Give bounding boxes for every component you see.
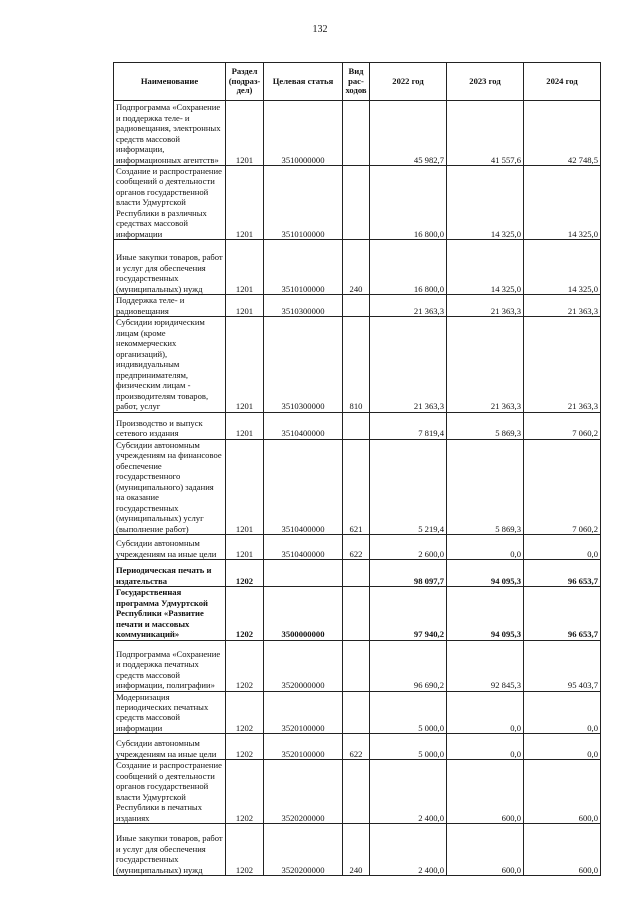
cell-section: 1202 — [226, 691, 264, 734]
cell-y2024: 42 748,5 — [524, 101, 601, 166]
cell-y2023: 0,0 — [447, 691, 524, 734]
cell-type — [343, 760, 370, 824]
cell-y2023: 14 325,0 — [447, 240, 524, 295]
table-row — [114, 101, 601, 166]
cell-section: 1201 — [226, 240, 264, 295]
cell-y2023: 0,0 — [447, 535, 524, 560]
cell-target: 3520200000 — [264, 824, 343, 876]
cell-name: Подпрограмма «Сохранение и поддержка печатных средств массовой информации, полиграфии» — [114, 640, 226, 691]
cell-type: 810 — [343, 317, 370, 412]
header-row — [114, 63, 601, 101]
cell-y2024: 96 653,7 — [524, 560, 601, 587]
cell-y2023: 94 095,3 — [447, 587, 524, 640]
cell-y2022: 21 363,3 — [370, 295, 447, 317]
cell-target: 3510000000 — [264, 101, 343, 166]
cell-type — [343, 640, 370, 691]
cell-target: 3500000000 — [264, 587, 343, 640]
cell-type: 622 — [343, 535, 370, 560]
cell-y2023: 600,0 — [447, 760, 524, 824]
cell-y2024: 0,0 — [524, 535, 601, 560]
cell-y2023: 21 363,3 — [447, 317, 524, 412]
cell-type — [343, 560, 370, 587]
cell-y2022: 2 400,0 — [370, 824, 447, 876]
cell-type — [343, 295, 370, 317]
cell-name: Субсидии юридическим лицам (кроме некоммерческих организаций), индивидуальным предпринимателям, физическим лицам - производителям товаров, работ, услуг — [114, 317, 226, 412]
cell-y2023: 41 557,6 — [447, 101, 524, 166]
cell-type: 622 — [343, 734, 370, 760]
cell-y2022: 96 690,2 — [370, 640, 447, 691]
cell-type — [343, 691, 370, 734]
cell-target — [264, 560, 343, 587]
cell-section: 1202 — [226, 640, 264, 691]
cell-name: Государственная программа Удмуртской Республики «Развитие печати и массовых коммуникаций» — [114, 587, 226, 640]
cell-y2022: 5 000,0 — [370, 691, 447, 734]
table-row — [114, 317, 601, 412]
cell-y2023: 5 869,3 — [447, 412, 524, 439]
header-type: Вид рас-ходов — [343, 63, 370, 101]
cell-y2024: 600,0 — [524, 824, 601, 876]
cell-section: 1201 — [226, 535, 264, 560]
table-row — [114, 640, 601, 691]
cell-name: Субсидии автономным учреждениям на иные цели — [114, 734, 226, 760]
table-row — [114, 295, 601, 317]
cell-y2024: 21 363,3 — [524, 295, 601, 317]
cell-y2024: 14 325,0 — [524, 240, 601, 295]
cell-target: 3510300000 — [264, 317, 343, 412]
cell-name: Периодическая печать и издательства — [114, 560, 226, 587]
cell-y2022: 21 363,3 — [370, 317, 447, 412]
table-row — [114, 734, 601, 760]
cell-section: 1202 — [226, 560, 264, 587]
cell-y2024: 95 403,7 — [524, 640, 601, 691]
cell-section: 1201 — [226, 317, 264, 412]
cell-type: 240 — [343, 240, 370, 295]
cell-y2024: 14 325,0 — [524, 166, 601, 240]
table-row — [114, 240, 601, 295]
cell-y2022: 5 219,4 — [370, 439, 447, 534]
cell-section: 1202 — [226, 824, 264, 876]
cell-target: 3510300000 — [264, 295, 343, 317]
cell-y2022: 98 097,7 — [370, 560, 447, 587]
cell-target: 3510100000 — [264, 166, 343, 240]
cell-target: 3510400000 — [264, 535, 343, 560]
cell-target: 3510400000 — [264, 439, 343, 534]
header-2022: 2022 год — [370, 63, 447, 101]
cell-y2022: 5 000,0 — [370, 734, 447, 760]
cell-y2022: 97 940,2 — [370, 587, 447, 640]
table-row — [114, 166, 601, 240]
header-2024: 2024 год — [524, 63, 601, 101]
table-row — [114, 412, 601, 439]
cell-target: 3520200000 — [264, 760, 343, 824]
cell-name: Модернизация периодических печатных средств массовой информации — [114, 691, 226, 734]
cell-name: Иные закупки товаров, работ и услуг для обеспечения государственных (муниципальных) нужд — [114, 240, 226, 295]
cell-name: Субсидии автономным учреждениям на финансовое обеспечение государственного (муниципального) задания на оказание государственных (муниципальных) услуг (выполнение работ) — [114, 439, 226, 534]
cell-y2024: 96 653,7 — [524, 587, 601, 640]
table-row — [114, 439, 601, 534]
cell-y2023: 92 845,3 — [447, 640, 524, 691]
cell-type: 621 — [343, 439, 370, 534]
cell-y2022: 16 800,0 — [370, 166, 447, 240]
cell-y2022: 2 400,0 — [370, 760, 447, 824]
cell-y2022: 45 982,7 — [370, 101, 447, 166]
cell-y2024: 7 060,2 — [524, 412, 601, 439]
cell-type — [343, 101, 370, 166]
cell-y2022: 7 819,4 — [370, 412, 447, 439]
cell-name: Создание и распространение сообщений о деятельности органов государственной власти Удмуртской Республики в различных средствах массовой информации — [114, 166, 226, 240]
header-name: Наименование — [114, 63, 226, 101]
cell-section: 1201 — [226, 101, 264, 166]
cell-target: 3510400000 — [264, 412, 343, 439]
cell-section: 1202 — [226, 760, 264, 824]
cell-name: Субсидии автономным учреждениям на иные цели — [114, 535, 226, 560]
cell-y2024: 600,0 — [524, 760, 601, 824]
cell-y2023: 14 325,0 — [447, 166, 524, 240]
table-row — [114, 691, 601, 734]
cell-target: 3520000000 — [264, 640, 343, 691]
cell-type — [343, 587, 370, 640]
cell-section: 1201 — [226, 295, 264, 317]
table-row — [114, 587, 601, 640]
header-2023: 2023 год — [447, 63, 524, 101]
cell-name: Подпрограмма «Сохранение и поддержка теле- и радиовещания, электронных средств массовой информации, информационных агентств» — [114, 101, 226, 166]
header-section: Раздел (подраз-дел) — [226, 63, 264, 101]
cell-section: 1201 — [226, 412, 264, 439]
cell-type — [343, 412, 370, 439]
table-row — [114, 535, 601, 560]
cell-y2024: 21 363,3 — [524, 317, 601, 412]
cell-y2022: 16 800,0 — [370, 240, 447, 295]
budget-table — [113, 62, 601, 876]
cell-y2022: 2 600,0 — [370, 535, 447, 560]
cell-section: 1201 — [226, 166, 264, 240]
cell-y2023: 5 869,3 — [447, 439, 524, 534]
cell-target: 3510100000 — [264, 240, 343, 295]
cell-target: 3520100000 — [264, 734, 343, 760]
cell-section: 1202 — [226, 734, 264, 760]
cell-type: 240 — [343, 824, 370, 876]
cell-type — [343, 166, 370, 240]
cell-y2023: 0,0 — [447, 734, 524, 760]
cell-name: Создание и распространение сообщений о деятельности органов государственной власти Удмуртской Республики в печатных изданиях — [114, 760, 226, 824]
cell-name: Производство и выпуск сетевого издания — [114, 412, 226, 439]
cell-section: 1201 — [226, 439, 264, 534]
cell-y2024: 0,0 — [524, 734, 601, 760]
page-number: 132 — [312, 24, 328, 35]
cell-section: 1202 — [226, 587, 264, 640]
cell-target: 3520100000 — [264, 691, 343, 734]
cell-y2024: 7 060,2 — [524, 439, 601, 534]
table-row — [114, 824, 601, 876]
cell-y2023: 94 095,3 — [447, 560, 524, 587]
cell-y2024: 0,0 — [524, 691, 601, 734]
header-target: Целевая статья — [264, 63, 343, 101]
cell-name: Иные закупки товаров, работ и услуг для обеспечения государственных (муниципальных) нужд — [114, 824, 226, 876]
table-row — [114, 760, 601, 824]
cell-y2023: 600,0 — [447, 824, 524, 876]
cell-y2023: 21 363,3 — [447, 295, 524, 317]
table-row — [114, 560, 601, 587]
cell-name: Поддержка теле- и радиовещания — [114, 295, 226, 317]
